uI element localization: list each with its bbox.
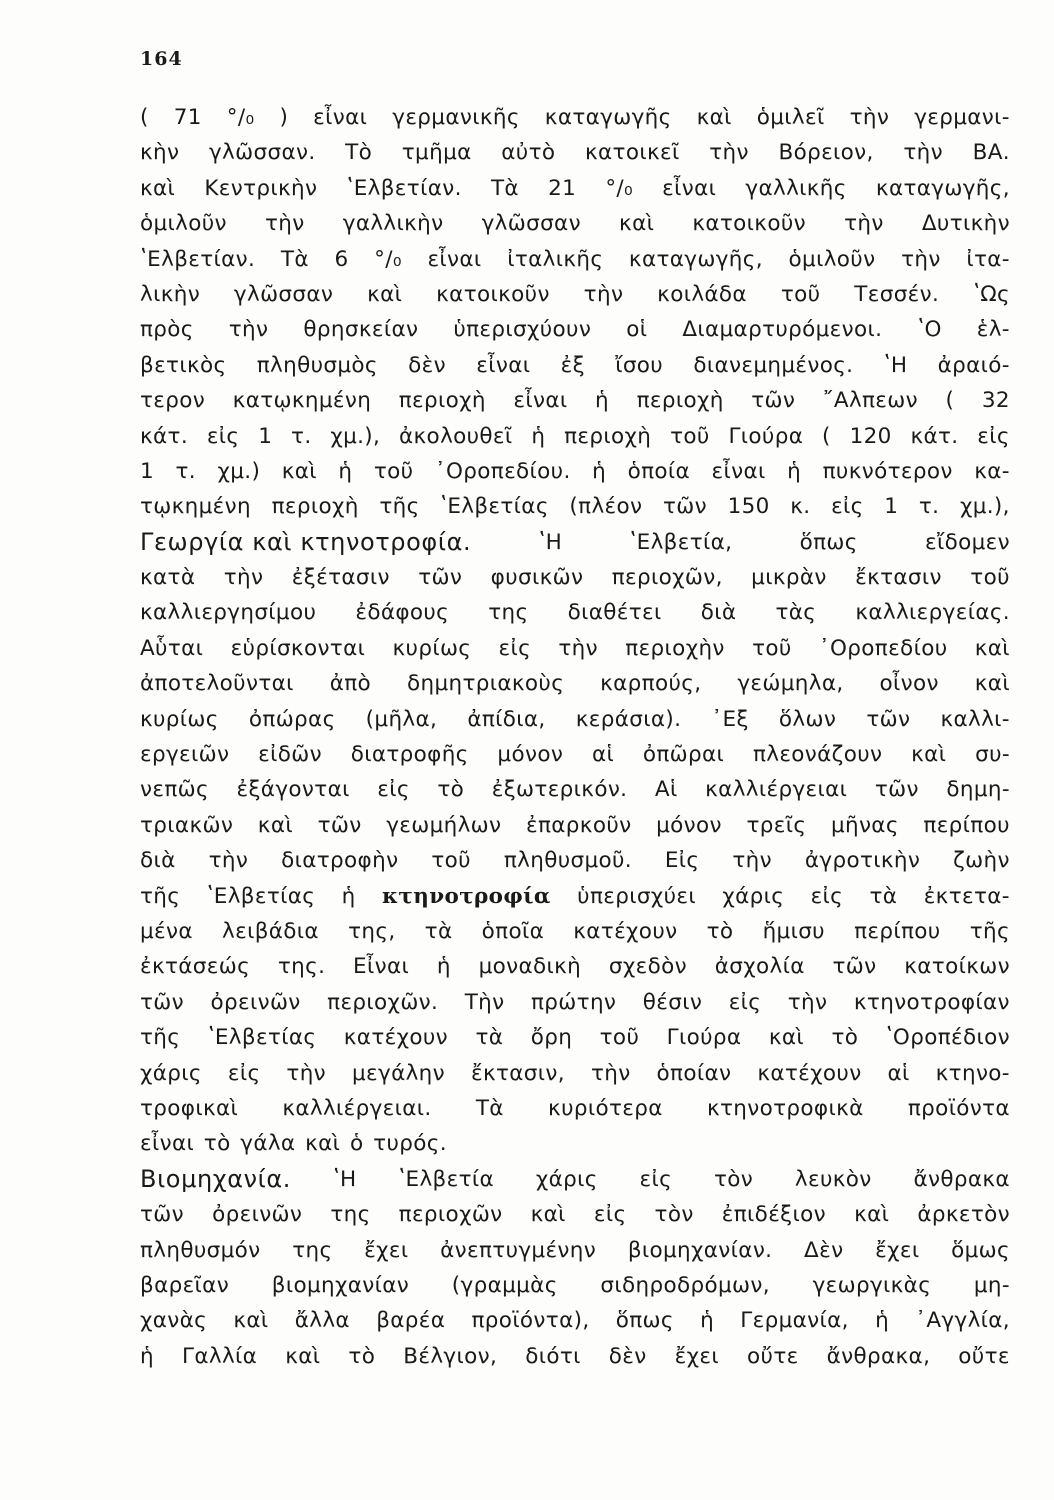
paragraph-1-line-15: τροφικαὶ καλλιέργειαι. Τὰ κυριότερα κτηνοτροφικὰ προϊόντα xyxy=(140,1095,1010,1121)
paragraph-0-line-11: τῳκημένη περιοχὴ τῆς ʽΕλβετίας (πλέον τῶν 150 κ. εἰς 1 τ. χμ.), xyxy=(140,494,1010,520)
paragraph-1-line-12: τῶν ὀρεινῶν περιοχῶν. Τὴν πρώτην θέσιν εἰς τὴν κτηνοτροφίαν xyxy=(140,989,1010,1015)
paragraph-2-line-1: πληθυσμόν της ἔχει ἀνεπτυγμένην βιομηχανίαν. Δὲν ἔχει ὅμως xyxy=(140,1237,1010,1263)
paragraph-1-line-3: ἀποτελοῦνται ἀπὸ δημητριακοὺς καρπούς, γεώμηλα, οἶνον καὶ xyxy=(140,671,1010,697)
paragraph-1-line-1: καλλιεργησίμου ἐδάφους της διαθέτει διὰ τὰς καλλιεργείας. xyxy=(140,600,1010,626)
paragraph-0-line-6: πρὸς τὴν θρησκείαν ὑπερισχύουν οἱ Διαμαρτυρόμενοι. ʽΟ ἑλ- xyxy=(140,317,1010,343)
paragraph-0-line-1: κὴν γλῶσσαν. Τὸ τμῆμα αὐτὸ κατοικεῖ τὴν Βόρειον, τὴν ΒΑ. xyxy=(140,140,1010,166)
paragraph-1-line-9: τῆς ʽΕλβετίας ἡ κτηνοτροφία ὑπερισχύει χάρις εἰς τὰ ἐκτετα- xyxy=(140,883,1010,909)
paragraph-2-line-0: τῶν ὀρεινῶν της περιοχῶν καὶ εἰς τὸν ἐπιδέξιον καὶ ἀρκετὸν xyxy=(140,1202,1010,1228)
paragraph-1-line-11: ἐκτάσεώς της. Εἶναι ἡ μοναδικὴ σχεδὸν ἀσχολία τῶν κατοίκων xyxy=(140,954,1010,980)
page-number: 164 xyxy=(140,48,183,70)
paragraph-1-line-heading: Γεωργία καὶ κτηνοτροφία. ʽΗ ʽΕλβετία, ὅπως εἴδομεν xyxy=(140,525,1010,560)
body-text xyxy=(140,100,1010,1374)
paragraph-2-line-2: βαρεῖαν βιομηχανίαν (γραμμὰς σιδηροδρόμων, γεωργικὰς μη- xyxy=(140,1272,1010,1298)
paragraph-1-line-13: τῆς ʽΕλβετίας κατέχουν τὰ ὄρη τοῦ Γιούρα καὶ τὸ ʽΟροπέδιον xyxy=(140,1025,1010,1051)
paragraph-0-line-5: λικὴν γλῶσσαν καὶ κατοικοῦν τὴν κοιλάδα τοῦ Τεσσέν. ʽΩς xyxy=(140,281,1010,307)
paragraph-2-line-3: χανὰς καὶ ἄλλα βαρέα προϊόντα), ὅπως ἡ Γερμανία, ἡ ᾿Αγγλία, xyxy=(140,1308,1010,1334)
paragraph-0-line-10: 1 τ. χμ.) καὶ ἡ τοῦ ᾿Οροπεδίου. ἡ ὁποία εἶναι ἡ πυκνότερον κα- xyxy=(140,458,1010,484)
section-heading: Γεωργία καὶ κτηνοτροφία. xyxy=(140,527,472,556)
paragraph-1-line-8: διὰ τὴν διατροφὴν τοῦ πληθυσμοῦ. Εἰς τὴν ἀγροτικὴν ζωὴν xyxy=(140,848,1010,874)
paragraph-0-line-7: βετικὸς πληθυσμὸς δὲν εἶναι ἐξ ἴσου διανεμημένος. ʽΗ ἀραιό- xyxy=(140,352,1010,378)
paragraph-1-line-7: τριακῶν καὶ τῶν γεωμήλων ἐπαρκοῦν μόνον τρεῖς μῆνας περίπου xyxy=(140,812,1010,838)
section-heading: Βιομηχανία. xyxy=(140,1164,292,1193)
paragraph-1-line-5: εργειῶν εἰδῶν διατροφῆς μόνον αἱ ὀπῶραι πλεονάζουν καὶ συ- xyxy=(140,742,1010,768)
paragraph-1-line-6: νεπῶς ἐξάγονται εἰς τὸ ἐξωτερικόν. Αἱ καλλιέργειαι τῶν δημη- xyxy=(140,777,1010,803)
paragraph-0-line-3: ὁμιλοῦν τὴν γαλλικὴν γλῶσσαν καὶ κατοικοῦν τὴν Δυτικὴν xyxy=(140,211,1010,237)
paragraph-1-line-2: Αὗται εὑρίσκονται κυρίως εἰς τὴν περιοχὴν τοῦ ᾿Οροπεδίου καὶ xyxy=(140,635,1010,661)
paragraph-0-line-9: κάτ. εἰς 1 τ. χμ.), ἀκολουθεῖ ἡ περιοχὴ τοῦ Γιούρα ( 120 κάτ. εἰς xyxy=(140,423,1010,449)
paragraph-0-line-4: ʽΕλβετίαν. Τὰ 6 °/₀ εἶναι ἰταλικῆς καταγωγῆς, ὁμιλοῦν τὴν ἰτα- xyxy=(140,246,1010,272)
paragraph-1-line-14: χάρις εἰς τὴν μεγάλην ἔκτασιν, τὴν ὁποίαν κατέχουν αἱ κτηνο- xyxy=(140,1060,1010,1086)
paragraph-0-line-8: τερον κατῳκημένη περιοχὴ εἶναι ἡ περιοχὴ τῶν ῎Αλπεων ( 32 xyxy=(140,388,1010,414)
paragraph-0-line-0: ( 71 °/₀ ) εἶναι γερμανικῆς καταγωγῆς καὶ ὁμιλεῖ τὴν γερμανι- xyxy=(140,105,1010,130)
paragraph-1-line-last: εἶναι τὸ γάλα καὶ ὁ τυρός. xyxy=(140,1131,447,1157)
paragraph-2-line-4: ἡ Γαλλία καὶ τὸ Βέλγιον, διότι δὲν ἔχει οὔτε ἄνθρακα, οὔτε xyxy=(140,1343,1010,1369)
paragraph-1-line-4: κυρίως ὀπώρας (μῆλα, ἀπίδια, κεράσια). ᾿Εξ ὅλων τῶν καλλι- xyxy=(140,706,1010,732)
paragraph-1-line-10: μένα λειβάδια της, τὰ ὁποῖα κατέχουν τὸ ἥμισυ περίπου τῆς xyxy=(140,918,1010,944)
paragraph-2-line-heading: Βιομηχανία. ʽΗ ʽΕλβετία χάρις εἰς τὸν λευκὸν ἄνθρακα xyxy=(140,1162,1010,1197)
paragraph-0-line-2: καὶ Κεντρικὴν ʽΕλβετίαν. Τὰ 21 °/₀ εἶναι γαλλικῆς καταγωγῆς, xyxy=(140,175,1010,201)
paragraph-1-line-0: κατὰ τὴν ἐξέτασιν τῶν φυσικῶν περιοχῶν, μικρὰν ἔκτασιν τοῦ xyxy=(140,565,1010,591)
